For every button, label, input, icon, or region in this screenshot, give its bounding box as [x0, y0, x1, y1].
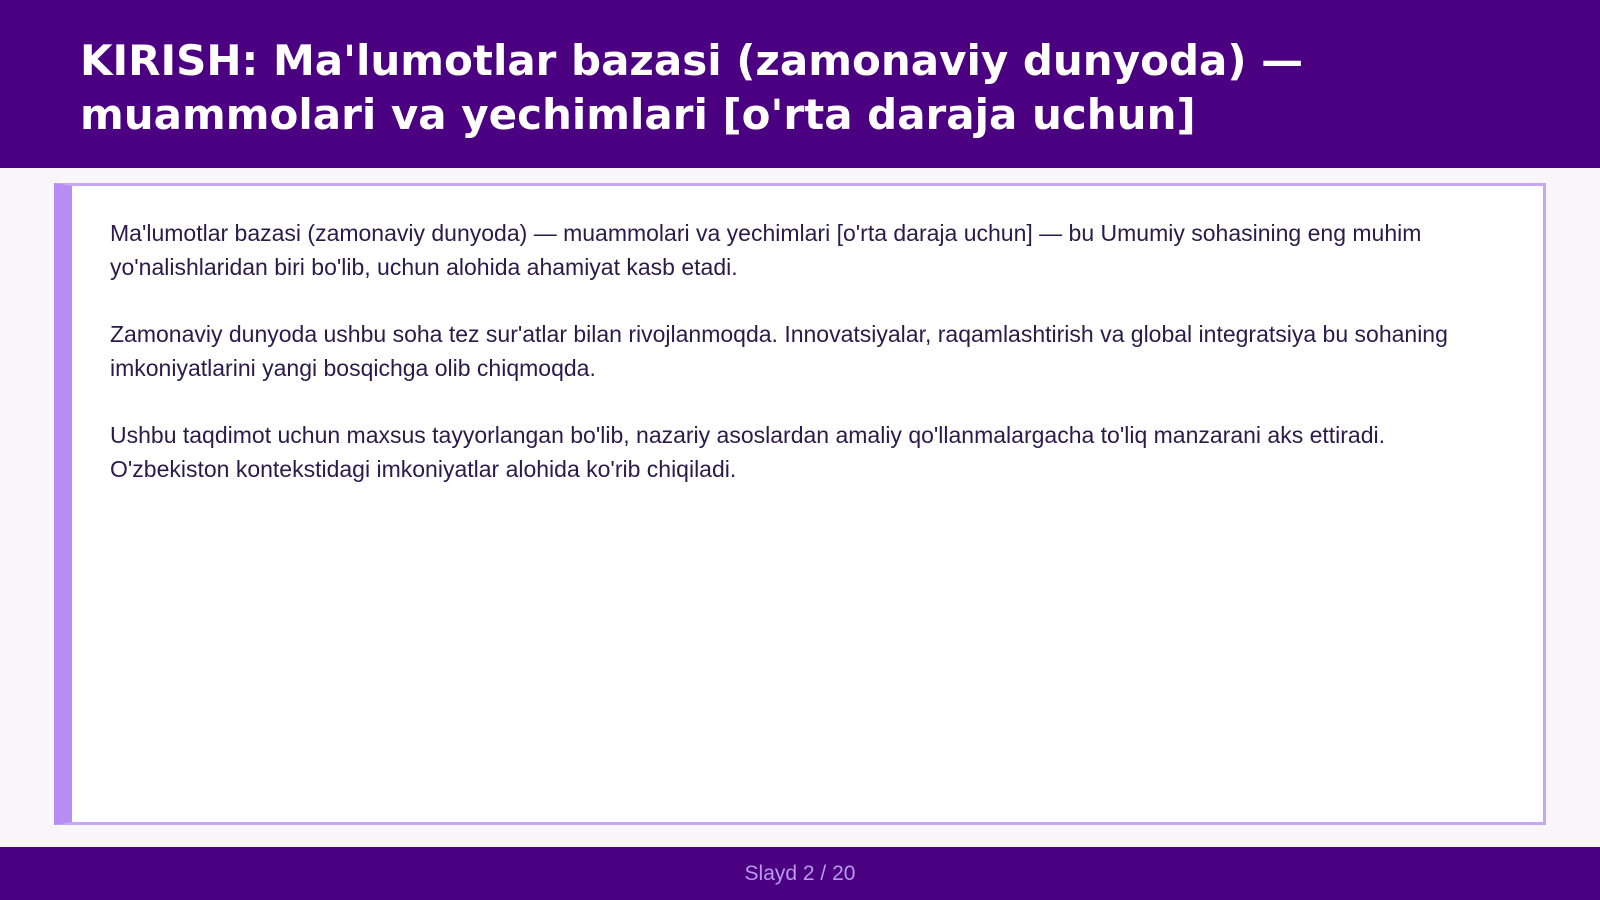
slide-counter: Slayd 2 / 20 [744, 861, 856, 885]
slide-title: KIRISH: Ma'lumotlar bazasi (zamonaviy dunyoda) — muammolari va yechimlari [o'rta daraja uchun] [80, 36, 1304, 139]
modern-world-paragraph: Zamonaviy dunyoda ushbu soha tez sur'atlar bilan rivojlanmoqda. Innovatsiyalar, raqamlashtirish va global integratsiya bu sohaning imkoniyatlarini yangi bosqichga olib chiqmoqda. [110, 321, 1448, 381]
slide-header [0, 0, 1600, 168]
presentation-purpose-paragraph: Ushbu taqdimot uchun maxsus tayyorlangan bo'lib, nazariy asoslardan amaliy qo'llanmalargacha to'liq manzarani aks ettiradi. O'zbekiston kontekstidagi imkoniyatlar alohida ko'rib chiqiladi. [110, 422, 1386, 482]
intro-paragraph: Ma'lumotlar bazasi (zamonaviy dunyoda) — muammolari va yechimlari [o'rta daraja uchun] — bu Umumiy sohasining eng muhim yo'nalishlaridan biri bo'lib, uchun alohida ahamiyat kasb etadi. [110, 220, 1422, 280]
content-card [54, 183, 1546, 825]
slide-footer [0, 847, 1600, 900]
